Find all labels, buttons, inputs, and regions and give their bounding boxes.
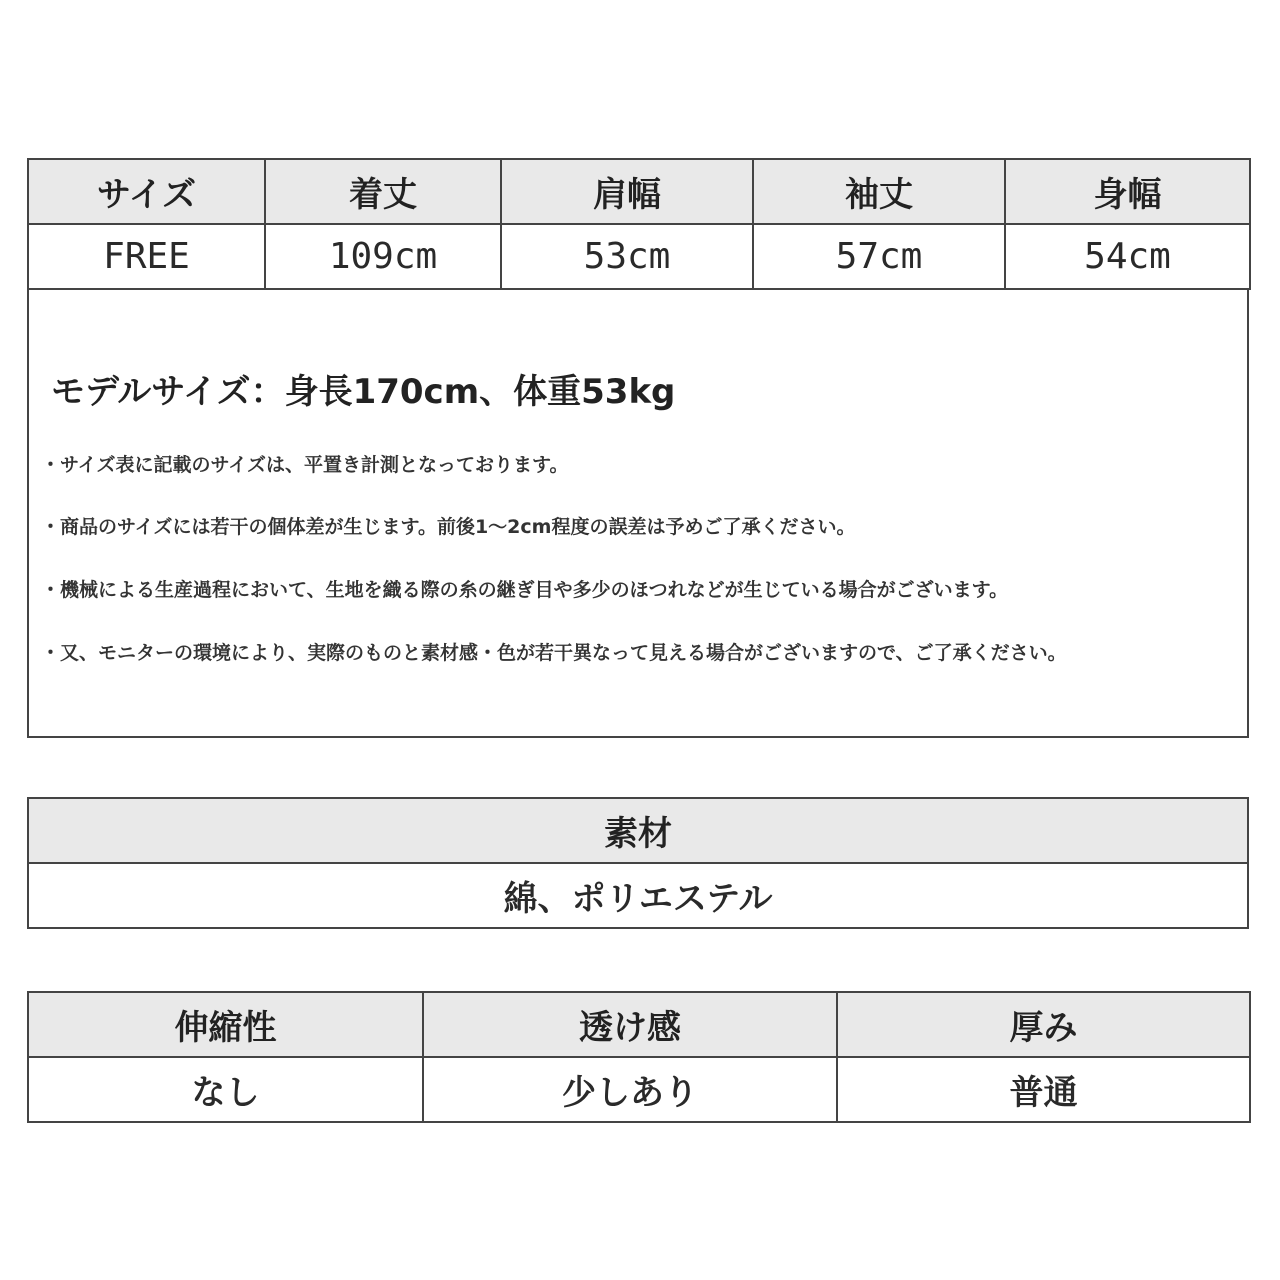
material-value: 綿、ポリエステル: [28, 863, 1248, 928]
note-text: ・又、モニターの環境により、実際のものと素材感・色が若干異なって見える場合がございますので、ご了承ください。: [41, 642, 1067, 664]
size-header-length: 着丈: [265, 159, 501, 224]
property-header-stretch: 伸縮性: [28, 992, 423, 1057]
size-table-value-row: [28, 224, 1250, 289]
size-value-length: 109cm: [265, 224, 501, 289]
property-value-sheerness: 少しあり: [423, 1057, 837, 1122]
size-value-size: FREE: [28, 224, 265, 289]
material-table: [27, 797, 1249, 929]
properties-header-row: [28, 992, 1250, 1057]
size-value-width: 54cm: [1005, 224, 1250, 289]
property-value-thickness: 普通: [837, 1057, 1250, 1122]
notes-box: [27, 290, 1249, 738]
note-text: ・商品のサイズには若干の個体差が生じます。前後1～2cm程度の誤差は予めご了承ください。: [41, 516, 856, 538]
size-header-size: サイズ: [28, 159, 265, 224]
property-header-sheerness: 透け感: [423, 992, 837, 1057]
material-value-row: [28, 863, 1248, 928]
model-size-text: モデルサイズ：身長170cm、体重53kg: [51, 372, 676, 412]
size-header-width: 身幅: [1005, 159, 1250, 224]
material-header-row: [28, 798, 1248, 863]
size-header-sleeve: 袖丈: [753, 159, 1005, 224]
size-value-shoulder: 53cm: [501, 224, 753, 289]
note-text: ・サイズ表に記載のサイズは、平置き計測となっております。: [41, 454, 569, 476]
size-header-shoulder: 肩幅: [501, 159, 753, 224]
size-table-header-row: [28, 159, 1250, 224]
note-text: ・機械による生産過程において、生地を織る際の糸の継ぎ目や多少のほつれなどが生じている場合がございます。: [41, 579, 1009, 601]
size-table: [27, 158, 1251, 290]
property-value-stretch: なし: [28, 1057, 423, 1122]
property-header-thickness: 厚み: [837, 992, 1250, 1057]
properties-value-row: [28, 1057, 1250, 1122]
fabric-properties-table: [27, 991, 1251, 1123]
size-value-sleeve: 57cm: [753, 224, 1005, 289]
material-header: 素材: [28, 798, 1248, 863]
